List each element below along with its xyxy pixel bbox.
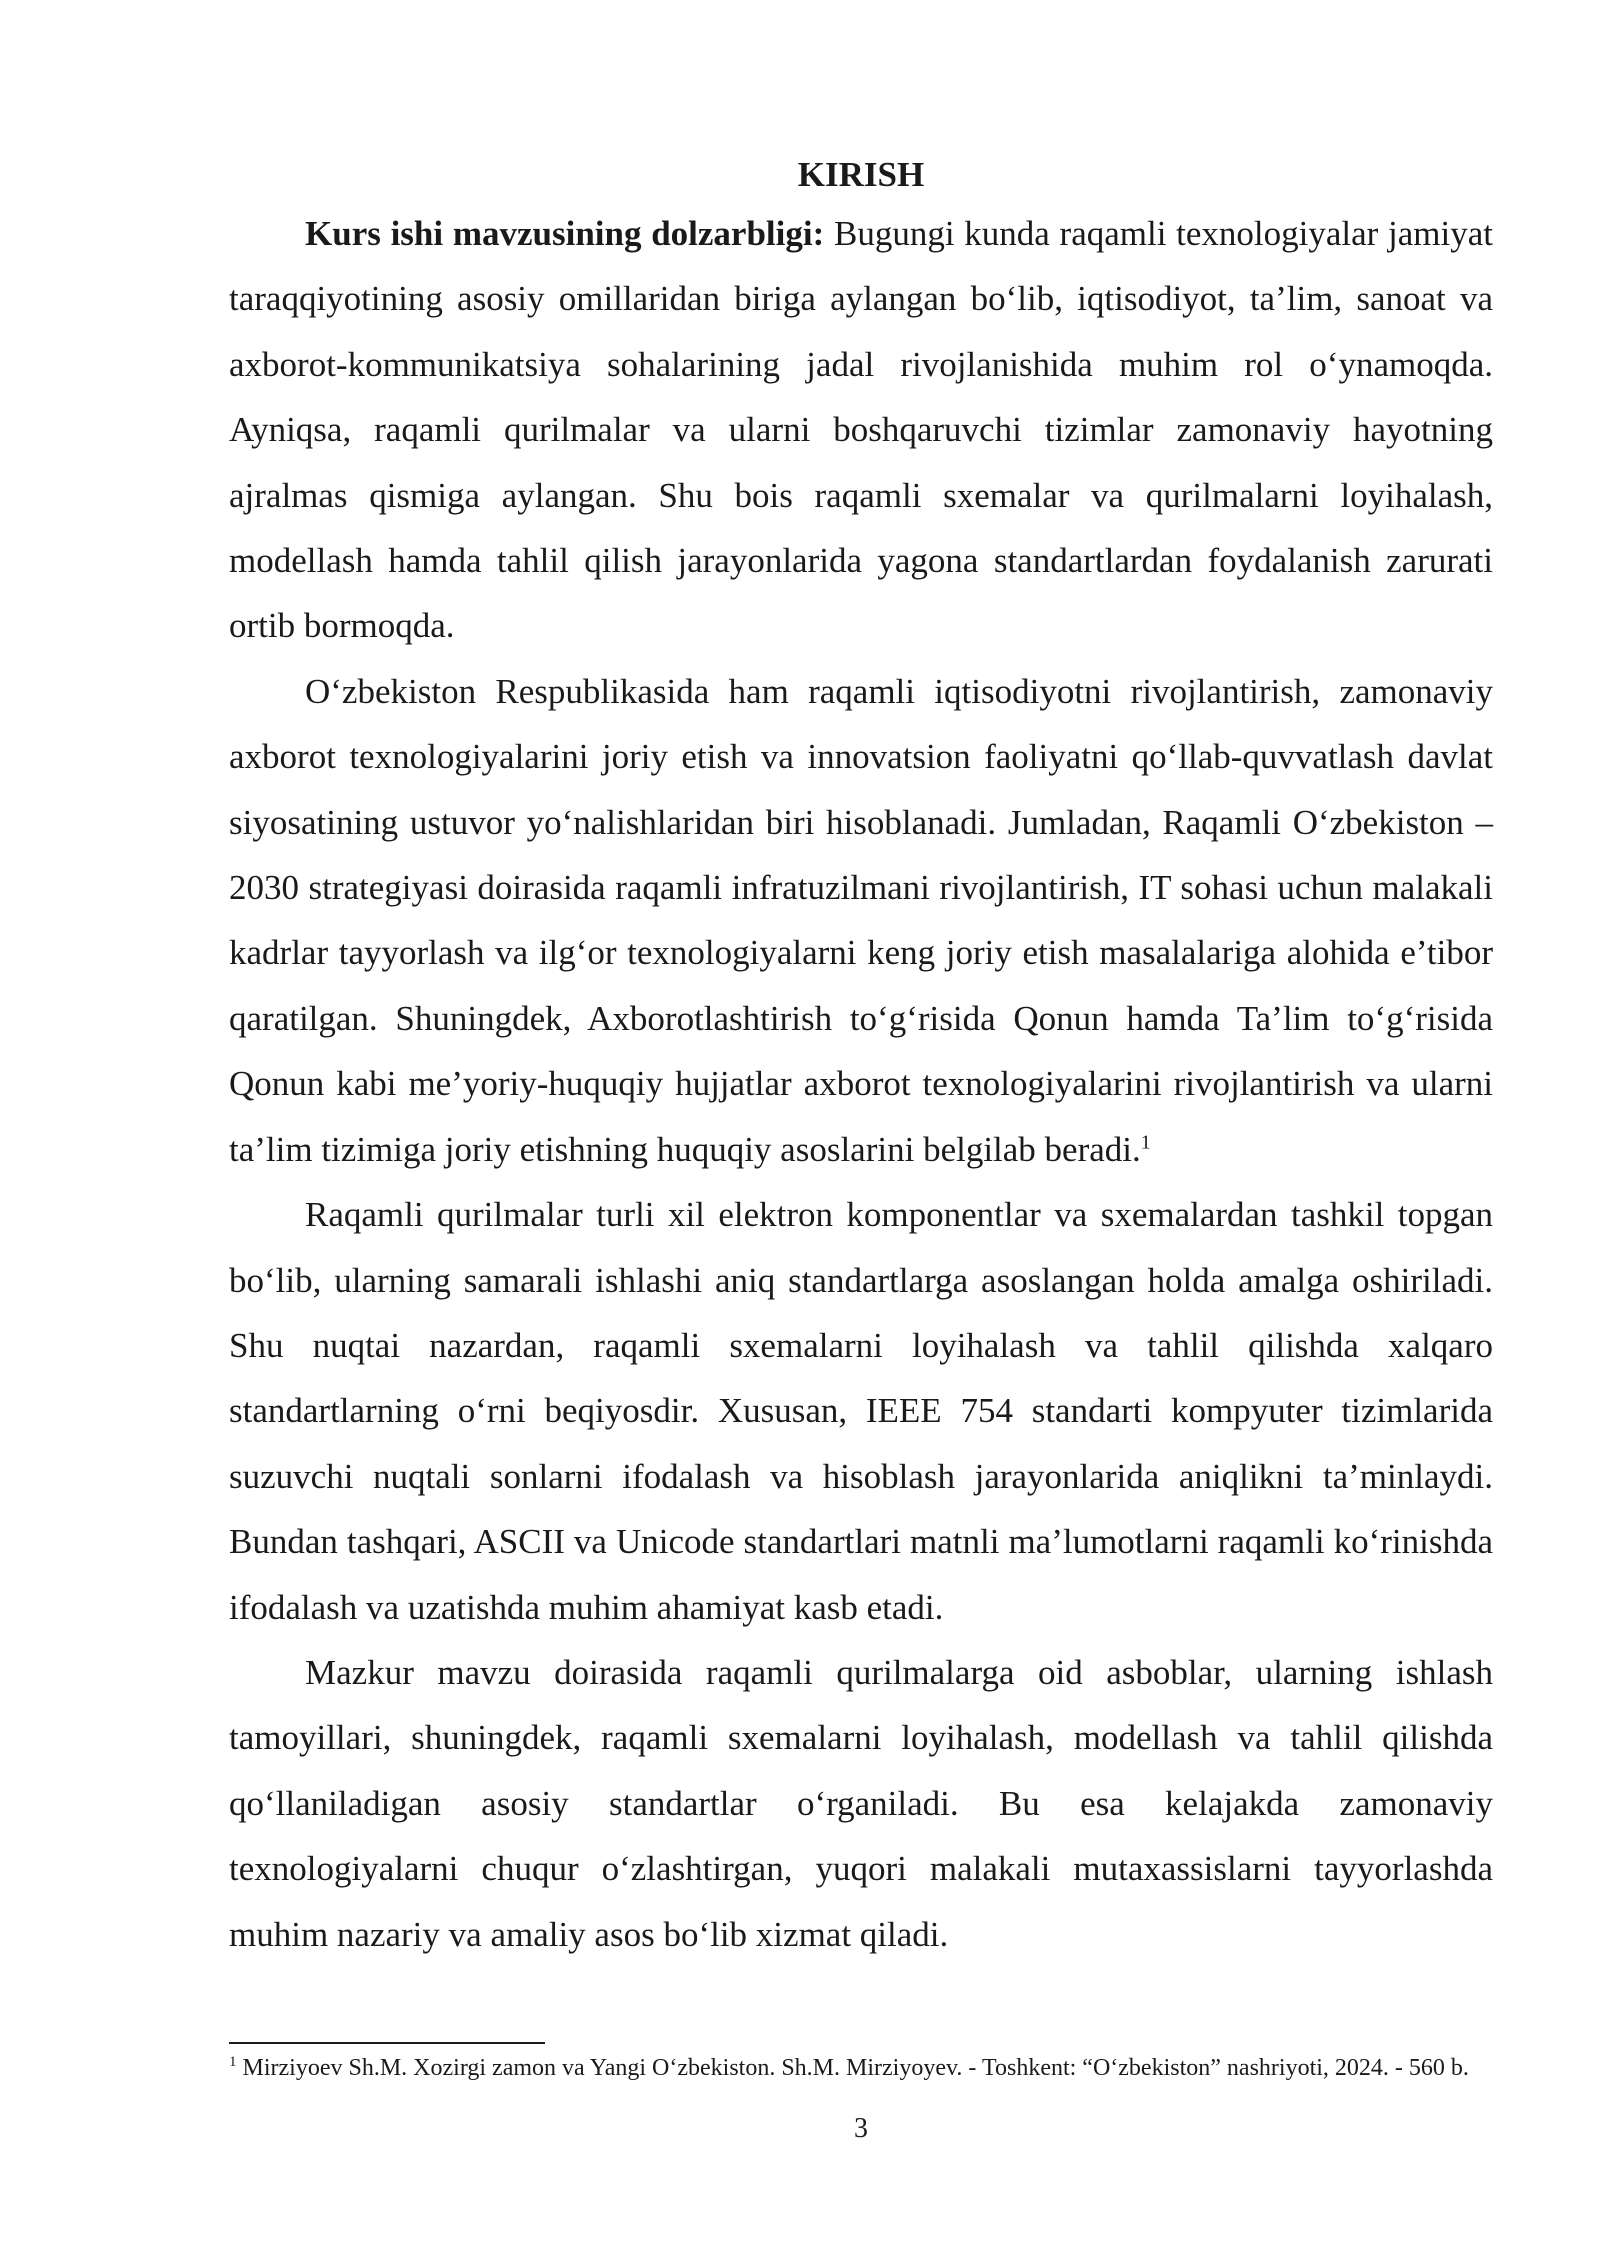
footnote bbox=[229, 2052, 1493, 2085]
footnote-reference[interactable]: 1 bbox=[1140, 1131, 1151, 1154]
paragraph-text: Mazkur mavzu doirasida raqamli qurilmalarga oid asboblar, ularning ishlash tamoyillari, shuningdek, raqamli sxemalarni loyihalash, modellash va tahlil qilishda qo‘llaniladigan asosiy standartlar o‘rganiladi. Bu esa kelajakda zamonaviy texnologiyalarni chuqur o‘zlashtirgan, yuqori malakali mutaxassislarni tayyorlashda muhim nazariy va amaliy asos bo‘lib xizmat qiladi. bbox=[229, 1652, 1493, 1954]
page-number: 3 bbox=[854, 2113, 868, 2144]
paragraph-scope bbox=[229, 1640, 1493, 1967]
main-text bbox=[229, 150, 1493, 1967]
footnote-text: Mirziyoev Sh.M. Xozirgi zamon va Yangi O‘zbekiston. Sh.M. Mirziyoyev. - Toshkent: “O‘zbekiston” nashriyoti, 2024. - 560 b. bbox=[236, 2055, 1469, 2081]
paragraph-relevance bbox=[229, 201, 1493, 659]
footnote-marker: 1 bbox=[229, 2054, 237, 2070]
section-heading: KIRISH bbox=[797, 155, 925, 194]
paragraph-text: Raqamli qurilmalar turli xil elektron komponentlar va sxemalardan tashkil topgan bo‘lib, ularning samarali ishlashi aniq standartlarga asoslangan holda amalga oshiriladi. Shu nuqtai nazardan, raqamli sxemalarni loyihalash va tahlil qilishda xalqaro standartlarning o‘rni beqiyosdir. Xususan, IEEE 754 standarti kompyuter tizimlarida suzuvchi nuqtali sonlarni ifodalash va hisoblash jarayonlarida aniqlikni ta’minlaydi. Bundan tashqari, ASCII va Unicode standartlari matnli ma’lumotlarni raqamli ko‘rinishda ifodalash va uzatishda muhim ahamiyat kasb etadi. bbox=[229, 1195, 1493, 1627]
paragraph-text: O‘zbekiston Respublikasida ham raqamli iqtisodiyotni rivojlantirish, zamonaviy axborot texnologiyalarini joriy etish va innovatsion faoliyatni qo‘llab-quvvatlash davlat siyosatining ustuvor yo‘nalishlaridan biri hisoblanadi. Jumladan, Raqamli O‘zbekiston – 2030 strategiyasi doirasida raqamli infratuzilmani rivojlantirish, IT sohasi uchun malakali kadrlar tayyorlash va ilg‘or texnologiyalarni keng joriy etish masalalariga alohida e’tibor qaratilgan. Shuningdek, Axborotlashtirish to‘g‘risida Qonun hamda Ta’lim to‘g‘risida Qonun kabi me’yoriy-huquqiy hujjatlar axborot texnologiyalarini rivojlantirish va ularni ta’lim tizimiga joriy etishning huquqiy asoslarini belgilab beradi. bbox=[229, 671, 1493, 1169]
footnote-divider bbox=[229, 2042, 545, 2044]
paragraph-standards bbox=[229, 1182, 1493, 1640]
paragraph-text: Bugungi kunda raqamli texnologiyalar jamiyat taraqqiyotining asosiy omillaridan biriga aylangan bo‘lib, iqtisodiyot, ta’lim, sanoat va axborot-kommunikatsiya sohalarining jadal rivojlanishida muhim rol o‘ynamoqda. Ayniqsa, raqamli qurilmalar va ularni boshqaruvchi tizimlar zamonaviy hayotning ajralmas qismiga aylangan. Shu bois raqamli sxemalar va qurilmalarni loyihalash, modellash hamda tahlil qilish jarayonlarida yagona standartlardan foydalanish zarurati ortib bormoqda. bbox=[229, 214, 1494, 646]
paragraph-lead: Kurs ishi mavzusining dolzarbligi: bbox=[305, 214, 825, 253]
paragraph-uzbekistan bbox=[229, 659, 1493, 1182]
